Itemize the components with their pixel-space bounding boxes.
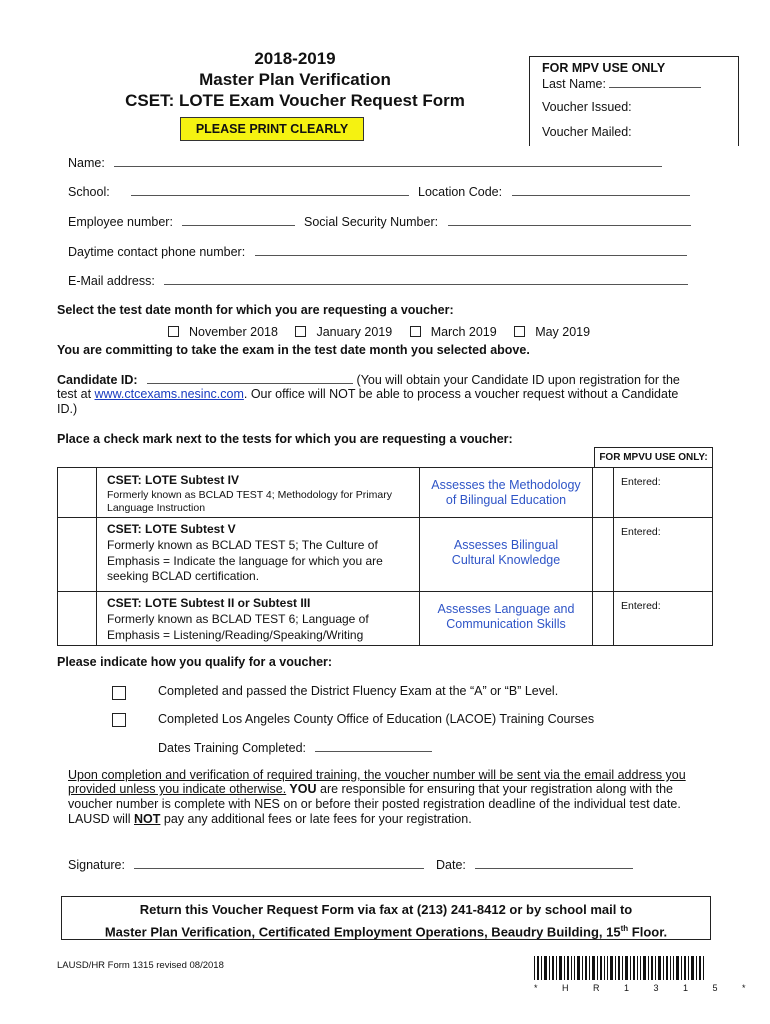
checkbox-icon[interactable]: [514, 326, 525, 337]
qualify-lacoe-label: Completed Los Angeles County Office of Education (LACOE) Training Courses: [158, 712, 595, 726]
barcode-text: * H R 1 3 1 5 *: [534, 983, 757, 993]
ctcexams-link[interactable]: www.ctcexams.nesinc.com: [94, 387, 244, 401]
return-instructions-box: [61, 896, 711, 940]
qualify-prompt: Please indicate how you qualify for a voucher:: [57, 655, 333, 669]
table-row: [58, 468, 713, 518]
tests-prompt: Place a check mark next to the tests for which you are requesting a voucher:: [57, 432, 513, 446]
school-blank[interactable]: [131, 184, 409, 196]
mpv-last-name-label: Last Name:: [542, 77, 606, 91]
return-line-1: Return this Voucher Request Form via fax at (213) 241-8412 or by school mail to: [139, 902, 633, 917]
candidate-id-note-2: test at www.ctcexams.nesinc.com. Our office will NOT be able to process a voucher request without a Candidate: [57, 387, 679, 401]
email-blank[interactable]: [164, 273, 688, 285]
qualify-fluency-label: Completed and passed the District Fluency Exam at the “A” or “B” Level.: [158, 684, 559, 698]
mpvu-header: FOR MPVU USE ONLY:: [594, 447, 713, 467]
qualify-lacoe-checkbox[interactable]: [112, 713, 126, 727]
employee-number-blank[interactable]: [182, 214, 295, 226]
phone-blank[interactable]: [255, 244, 687, 256]
date-label: Date:: [436, 858, 466, 872]
entered-cell[interactable]: Entered:: [614, 592, 713, 646]
school-field[interactable]: [68, 184, 409, 199]
option-november-2018[interactable]: November 2018: [168, 325, 278, 339]
signature-blank[interactable]: [134, 857, 424, 869]
assesses-cell: Assesses the Methodology of Bilingual Education: [420, 468, 593, 518]
mpv-last-name[interactable]: [542, 76, 726, 91]
dates-training-label: Dates Training Completed:: [158, 741, 306, 755]
candidate-id-note: (You will obtain your Candidate ID upon registration for the: [356, 373, 680, 387]
entered-cell[interactable]: Entered:: [614, 518, 713, 592]
school-label: School:: [68, 185, 110, 199]
candidate-id-note-3: ID.): [57, 402, 78, 416]
option-march-2019[interactable]: March 2019: [410, 325, 497, 339]
candidate-id-label: Candidate ID:: [57, 373, 138, 387]
signature-label: Signature:: [68, 858, 125, 872]
checkbox-icon[interactable]: [410, 326, 421, 337]
table-row: [58, 518, 713, 592]
checkmark-cell[interactable]: [58, 518, 97, 592]
notice-line-3: voucher number is complete with NES on or before their posted registration deadline of the individual test date.: [68, 797, 681, 811]
return-line-2: Master Plan Verification, Certificated Employment Operations, Beaudry Building, 15th Floor.: [104, 924, 668, 940]
candidate-id-blank[interactable]: [147, 372, 353, 384]
option-may-2019[interactable]: May 2019: [514, 325, 590, 339]
dates-training-field[interactable]: [158, 740, 432, 755]
assesses-cell: Assesses Bilingual Cultural Knowledge: [420, 518, 593, 592]
test-date-prompt: Select the test date month for which you are requesting a voucher:: [57, 303, 454, 317]
phone-field[interactable]: [68, 244, 687, 259]
table-row: [58, 592, 713, 646]
name-blank[interactable]: [114, 155, 662, 167]
commit-statement: You are committing to take the exam in the test date month you selected above.: [57, 343, 530, 357]
ssn-label: Social Security Number:: [304, 215, 439, 229]
mpv-voucher-issued[interactable]: Voucher Issued:: [542, 100, 632, 114]
date-blank[interactable]: [475, 857, 633, 869]
form-title: CSET: LOTE Exam Voucher Request Form: [125, 91, 465, 110]
checkbox-icon[interactable]: [295, 326, 306, 337]
checkmark-cell[interactable]: [58, 468, 97, 518]
employee-number-label: Employee number:: [68, 215, 173, 229]
location-code-field[interactable]: [418, 184, 690, 199]
form-title-line2: Master Plan Verification: [199, 70, 391, 89]
location-code-label: Location Code:: [418, 185, 503, 199]
email-field[interactable]: [68, 273, 688, 288]
subtest-cell: CSET: LOTE Subtest IV Formerly known as BCLAD TEST 4; Methodology for Primary Language Instruction: [97, 468, 420, 518]
assesses-cell: Assesses Language and Communication Skills: [420, 592, 593, 646]
name-field[interactable]: [68, 155, 662, 170]
subtest-cell: CSET: LOTE Subtest V Formerly known as BCLAD TEST 5; The Culture of Emphasis = Indicate the language for which you are seeking BCLAD certification.: [97, 518, 420, 592]
option-january-2019[interactable]: January 2019: [295, 325, 392, 339]
mpv-last-name-blank[interactable]: [609, 76, 701, 88]
mpv-voucher-mailed[interactable]: Voucher Mailed:: [542, 125, 632, 139]
tests-table: [57, 467, 713, 646]
signature-field[interactable]: [68, 857, 424, 872]
mpv-use-only-box: [529, 56, 739, 146]
email-label: E-Mail address:: [68, 274, 155, 288]
notice-line-4: LAUSD will NOT pay any additional fees or late fees for your registration.: [68, 812, 472, 826]
qualify-fluency-checkbox[interactable]: [112, 686, 126, 700]
checkmark-cell[interactable]: [58, 592, 97, 646]
phone-label: Daytime contact phone number:: [68, 245, 246, 259]
checkbox-icon[interactable]: [168, 326, 179, 337]
name-label: Name:: [68, 156, 105, 170]
notice-line-1: Upon completion and verification of required training, the voucher number will be sent via the email address you: [68, 768, 686, 782]
candidate-id-line[interactable]: [57, 372, 680, 387]
dates-training-blank[interactable]: [315, 740, 432, 752]
print-clearly-notice: PLEASE PRINT CLEARLY: [180, 117, 364, 141]
test-date-options: [168, 325, 590, 339]
form-year: 2018-2019: [254, 49, 336, 68]
ssn-field[interactable]: [304, 214, 691, 229]
mpv-heading: FOR MPV USE ONLY: [542, 61, 666, 75]
notice-line-2: provided unless you indicate otherwise. YOU are responsible for ensuring that your registration along with the: [68, 782, 673, 796]
location-code-blank[interactable]: [512, 184, 690, 196]
barcode-icon: [534, 956, 706, 984]
date-field[interactable]: [436, 857, 633, 872]
form-id: LAUSD/HR Form 1315 revised 08/2018: [57, 960, 224, 971]
subtest-cell: CSET: LOTE Subtest II or Subtest III Formerly known as BCLAD TEST 6; Language of Emphasis = Listening/Reading/Speaking/Writing: [97, 592, 420, 646]
employee-number-field[interactable]: [68, 214, 295, 229]
entered-cell[interactable]: Entered:: [614, 468, 713, 518]
ssn-blank[interactable]: [448, 214, 691, 226]
